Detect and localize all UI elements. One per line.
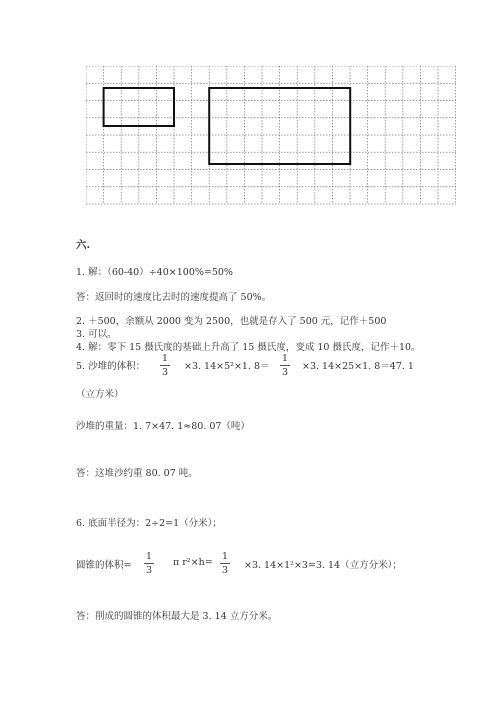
q3-solution: 3. 可以。 bbox=[76, 329, 117, 340]
q5-middle: ×3. 14×5²×1. 8＝ bbox=[184, 361, 270, 372]
q5-unit: （立方米） bbox=[76, 389, 124, 400]
fraction-numerator: 1 bbox=[281, 353, 289, 364]
q6-middle: π r²×h= bbox=[173, 557, 213, 568]
dotted-grid-lines bbox=[86, 66, 456, 204]
fraction-numerator: 1 bbox=[145, 551, 153, 562]
q6-answer: 答：削成的圆锥的体积最大是 3. 14 立方分米。 bbox=[76, 611, 278, 622]
q5-weight: 沙堆的重量：1. 7×47. 1≈80. 07（吨） bbox=[76, 421, 250, 432]
q6-fraction-2 bbox=[218, 551, 232, 576]
q6-prefix: 圆锥的体积= bbox=[76, 560, 132, 571]
fraction-denominator: 3 bbox=[161, 367, 169, 378]
q1-solution: 1. 解：（60-40）÷40×100%=50% bbox=[76, 267, 233, 278]
q6-radius: 6. 底面半径为：2÷2=1（分米）； bbox=[76, 518, 222, 529]
grid-figure bbox=[86, 66, 458, 210]
q6-tail: ×3. 14×1²×3=3. 14（立方分米）； bbox=[244, 560, 402, 571]
q1-answer: 答：返回时的速度比去时的速度提高了 50%。 bbox=[76, 292, 272, 303]
fraction-numerator: 1 bbox=[161, 353, 169, 364]
fraction-denominator: 3 bbox=[221, 565, 229, 576]
fraction-bar bbox=[160, 365, 170, 366]
q2-solution: 2. ＋500，余额从 2000 变为 2500，也就是存入了 500 元，记作＋500 bbox=[76, 316, 387, 327]
q5-answer: 答：这堆沙约重 80. 07 吨。 bbox=[76, 468, 198, 479]
q5-prefix: 5. 沙堆的体积： bbox=[76, 361, 146, 372]
grid-with-rectangles bbox=[86, 66, 458, 206]
section-heading: 六. bbox=[76, 239, 91, 251]
q5-fraction-2 bbox=[278, 353, 292, 378]
q5-tail: ×3. 14×25×1. 8＝47. 1 bbox=[302, 361, 414, 372]
q6-fraction-1 bbox=[142, 551, 156, 576]
fraction-numerator: 1 bbox=[221, 551, 229, 562]
fraction-denominator: 3 bbox=[145, 565, 153, 576]
q4-solution: 4. 解：零下 15 摄氏度的基础上升高了 15 摄氏度，变成 10 摄氏度，记作＋10。 bbox=[76, 342, 421, 353]
fraction-denominator: 3 bbox=[281, 367, 289, 378]
q5-fraction-1 bbox=[158, 353, 172, 378]
fraction-bar bbox=[280, 365, 290, 366]
fraction-bar bbox=[144, 563, 154, 564]
fraction-bar bbox=[220, 563, 230, 564]
